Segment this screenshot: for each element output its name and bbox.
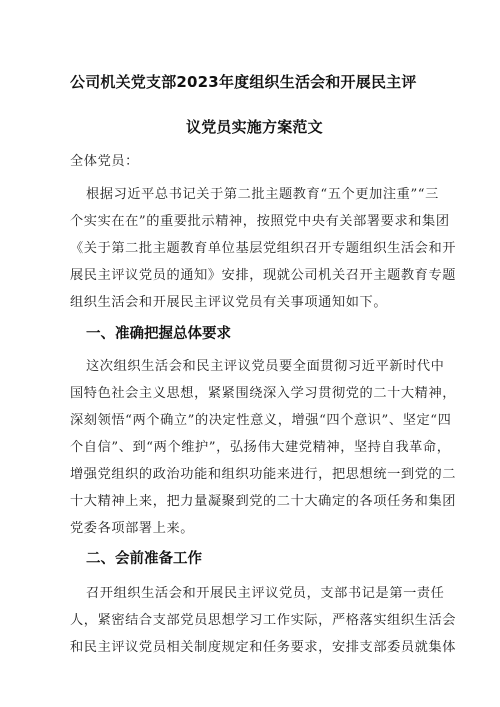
paragraph-2-line-6: 十大精神上来，把力量凝聚到党的二十大确定的各项任务和集团 (70, 494, 457, 509)
document-title-line-2: 议党员实施方案范文 (186, 118, 323, 136)
paragraph-2-line-1: 这次组织生活会和民主评议党员要全面贯彻习近平新时代中 (86, 359, 445, 374)
paragraph-2-line-4: 个自信”、到“两个维护”，弘扬伟大建党精神，坚持自我革命， (70, 440, 451, 455)
section-2-heading: 二、会前准备工作 (86, 551, 202, 567)
paragraph-1-line-4: 展民主评议党员的通知》安排，现就公司机关召开主题教育专题 (70, 268, 457, 283)
section-1-heading: 一、准确把握总体要求 (86, 326, 231, 342)
salutation: 全体党员： (70, 154, 139, 169)
paragraph-1-line-3: 《关于第二批主题教育单位基层党组织召开专题组织生活会和开 (70, 241, 457, 256)
paragraph-2-line-5: 增强党组织的政治功能和组织功能来进行，把思想统一到党的二 (70, 467, 457, 482)
paragraph-3-line-3: 和民主评议党员相关制度规定和任务要求，安排支部委员就集体 (70, 640, 457, 655)
paragraph-1-line-5: 组织生活会和开展民主评议党员有关事项通知如下。 (70, 295, 388, 310)
paragraph-1-line-2: 个实实在在”的重要批示精神，按照党中央有关部署要求和集团 (70, 214, 450, 229)
paragraph-3-line-1: 召开组织生活会和开展民主评议党员，支部书记是第一责任 (86, 586, 445, 601)
paragraph-1-line-1: 根据习近平总书记关于第二批主题教育“五个更加注重”“三 (86, 187, 439, 202)
paragraph-2-line-3: 深刻领悟“两个确立”的决定性意义，增强“四个意识”、坚定“四 (70, 413, 452, 428)
paragraph-3-line-2: 人，紧密结合支部党员思想学习工作实际，严格落实组织生活会 (70, 613, 457, 628)
paragraph-2-line-2: 国特色社会主义思想，紧紧围绕深入学习贯彻党的二十大精神， (70, 386, 457, 401)
paragraph-2-line-7: 党委各项部署上来。 (70, 521, 195, 536)
document-title-line-1: 公司机关党支部2023年度组织生活会和开展民主评 (70, 73, 417, 91)
